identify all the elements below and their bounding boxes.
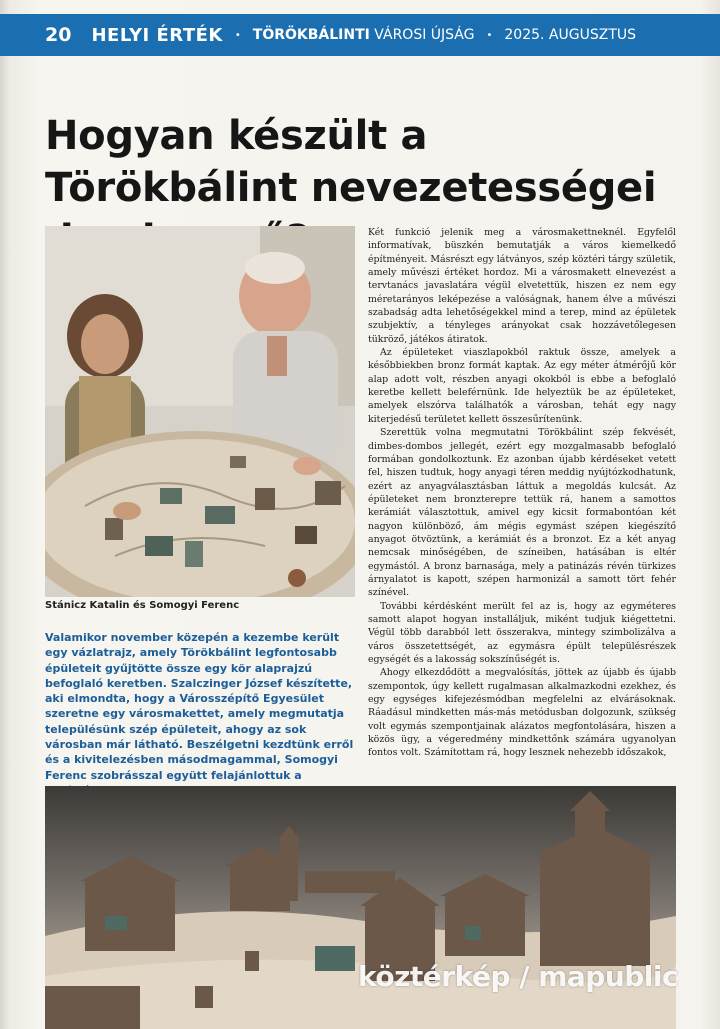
newspaper-name: TÖRÖKBÁLINTI VÁROSI ÚJSÁG (252, 27, 475, 43)
photo-caption: Stánicz Katalin és Somogyi Ferenc (45, 600, 240, 611)
artists-photo (45, 226, 355, 597)
issue-date: 2025. AUGUSZTUS (504, 27, 637, 43)
lead-paragraph: Valamikor november közepén a kezembe került egy vázlatrajz, amely Törökbálint legfontosabb épületeit gyűjtötte össze egy kör alaprajzú befoglaló keretben. Szalczinger József készítette, aki elmondta, hogy a Városszépítő Egyesület szeretne egy városmakettet, amely megmutatja településünk szép épületeit, ahogy az sok városban már látható. Beszélgetni kezdtünk erről és a kivitelezésben másodmagammal, Somogyi Ferenc szobrásszal együtt felajánlottuk a (45, 631, 354, 782)
separator-dot-2: • (486, 29, 493, 41)
body-paragraph: Ahogy elkezdődött a megvalósítás, jöttek az újabb és újabb szempontok, úgy kellett rugalmasan alkalmazkodni ezekhez, és egy egységes kifejezésmódban megfelelni az elvárásoknak. Ráadásul mindketten más-más metódusban dolgozunk, szükség volt egymás szempontjainak alázatos megfontolására, hiszen a közös ügy, a végeredmény mindkettőnk számára ugyanolyan fontos volt. Számítottam rá, hogy lesznek nehezebb időszakok, (368, 667, 676, 759)
body-paragraph: Az épületeket viaszlapokból raktuk össze, amelyek a későbbiekben bronz formát kaptak. Az egy méter átmérőjű kör alap adott volt, részben anyagi okokból is ebbe a befoglaló keretbe kellett beleférnünk. Ide helyeztük be az épületeket, amelyek elszórva találhatók a városban, tehát egy nagy kiterjedésű területet kellett összesűrítenünk. (368, 347, 676, 425)
article-body (368, 226, 676, 760)
page-number: 20 (45, 24, 72, 46)
section-label: HELYI ÉRTÉK (91, 24, 223, 46)
body-paragraph: Két funkció jelenik meg a városmakettneknél. Egyfelől informatívak, büszkén bemutatják a város kiemelkedő építményeit. Másrészt egy látványos, szép köztéri tárgy születik, amely művészi értéket hordoz. Mi a városmakett elnevezést a tervtanács javaslatára végül elvetettük, hiszen ez nem egy méretarányos leképezése a valóságnak, hanem élve a művészi szabadság adta lehetőségekkel mind a terep, mind az épületek szubjektív, a tényleges arányokat csak hozzávetőlegesen tükröző, játékos átiratok. (368, 227, 676, 345)
body-paragraph: Szerettük volna megmutatni Törökbálint szép fekvését, dimbes-dombos jellegét, ezért egy mozgalmasabb befoglaló formában gondolkoztunk. Ez azonban újabb kérdéseket vetett fel, hiszen tudtuk, hogy anyagi téren meddig nyújtózkodhatunk, ezért az anyagválasztásban láttuk a megoldás kulcsát. Az épületeket nem bronzterepre tettük rá, hanem a samottos kerámiát választottuk, amivel egy kicsit formabontóan két nagyon különböző, ám mégis egymást szépen kiegészítő anyagot ötvöztünk, a kerámiát és a bronzot. Ez a két anyag nemcsak minőségében, de színeiben, hatásában is eltér egymástól. A bronz barnasága, mely a patinázás révén türkizes árnyalatot is kapott, szépen harmonizál a samott tört fehér színével. (368, 427, 676, 599)
body-paragraph: További kérdésként merült fel az is, hogy az egyméteres samott alapot hogyan installáljuk, miként tudjuk kiégettetni. Végül több darabból lett összerakva, mintegy szimbolizálva a város összetettségét, az egymásra épült településrészek egységét és a lakosság sokszínűségét is. (368, 600, 676, 665)
page-header (0, 14, 720, 56)
artists-photo-illustration (45, 226, 355, 597)
separator-dot: • (234, 29, 241, 41)
article-title: Hogyan készült a Törökbálint nevezetességei (45, 113, 657, 211)
watermark: köztérkép / mapublic (358, 960, 679, 993)
